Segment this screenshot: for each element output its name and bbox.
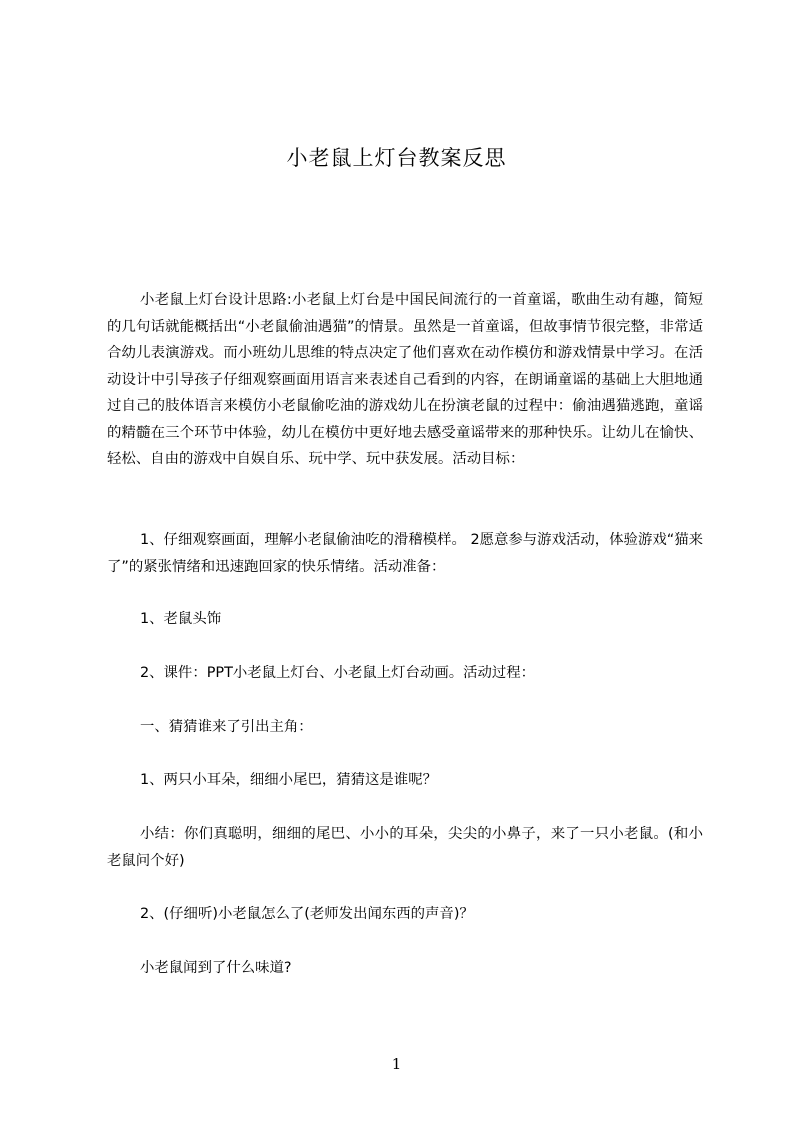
page-number: 1 <box>391 1055 402 1073</box>
paragraph-summary: 小结：你们真聪明，细细的尾巴、小小的耳朵，尖尖的小鼻子，来了一只小老鼠。(和小老鼠问个好) <box>107 826 703 869</box>
paragraph-listen: 2、(仔细听)小老鼠怎么了(老师发出闻东西的声音)？ <box>140 906 474 922</box>
document-title: 小老鼠上灯台教案反思 <box>286 146 507 170</box>
paragraph-preparation-1: 1、老鼠头饰 <box>140 611 222 627</box>
paragraph-goals: 1、仔细观察画面，理解小老鼠偷油吃的滑稽模样。 2愿意参与游戏活动，体验游戏“猫来了”的紧张情绪和迅速跑回家的快乐情绪。活动准备： <box>107 532 703 575</box>
paragraph-smell: 小老鼠闻到了什么味道? <box>140 960 292 976</box>
paragraph-design-idea: 小老鼠上灯台设计思路:小老鼠上灯台是中国民间流行的一首童谣，歌曲生动有趣，简短的几句话就能概括出“小老鼠偷油遇猫”的情景。虽然是一首童谣，但故事情节很完整，非常适合幼儿表演游戏。而小班幼儿思维的特点决定了他们喜欢在动作模仿和游戏情景中学习。在活动设计中引导孩子仔细观察画面用语言来表述自己看到的内容，在朗诵童谣的基础上大胆地通过自己的肢体语言来模仿小老鼠偷吃油的游戏幼儿在扮演老鼠的过程中：偷油遇猫逃跑，童谣的精髓在三个环节中体验，幼儿在模仿中更好地去感受童谣带来的那种快乐。让幼儿在愉快、轻松、自由的游戏中自娱自乐、玩中学、玩中获发展。活动目标： <box>107 292 703 467</box>
paragraph-riddle: 1、两只小耳朵，细细小尾巴，猜猜这是谁呢？ <box>140 772 437 788</box>
paragraph-step-heading: 一、猜猜谁来了引出主角： <box>140 719 313 735</box>
paragraph-preparation-2: 2、课件：PPT小老鼠上灯台、小老鼠上灯台动画。活动过程： <box>140 665 536 681</box>
